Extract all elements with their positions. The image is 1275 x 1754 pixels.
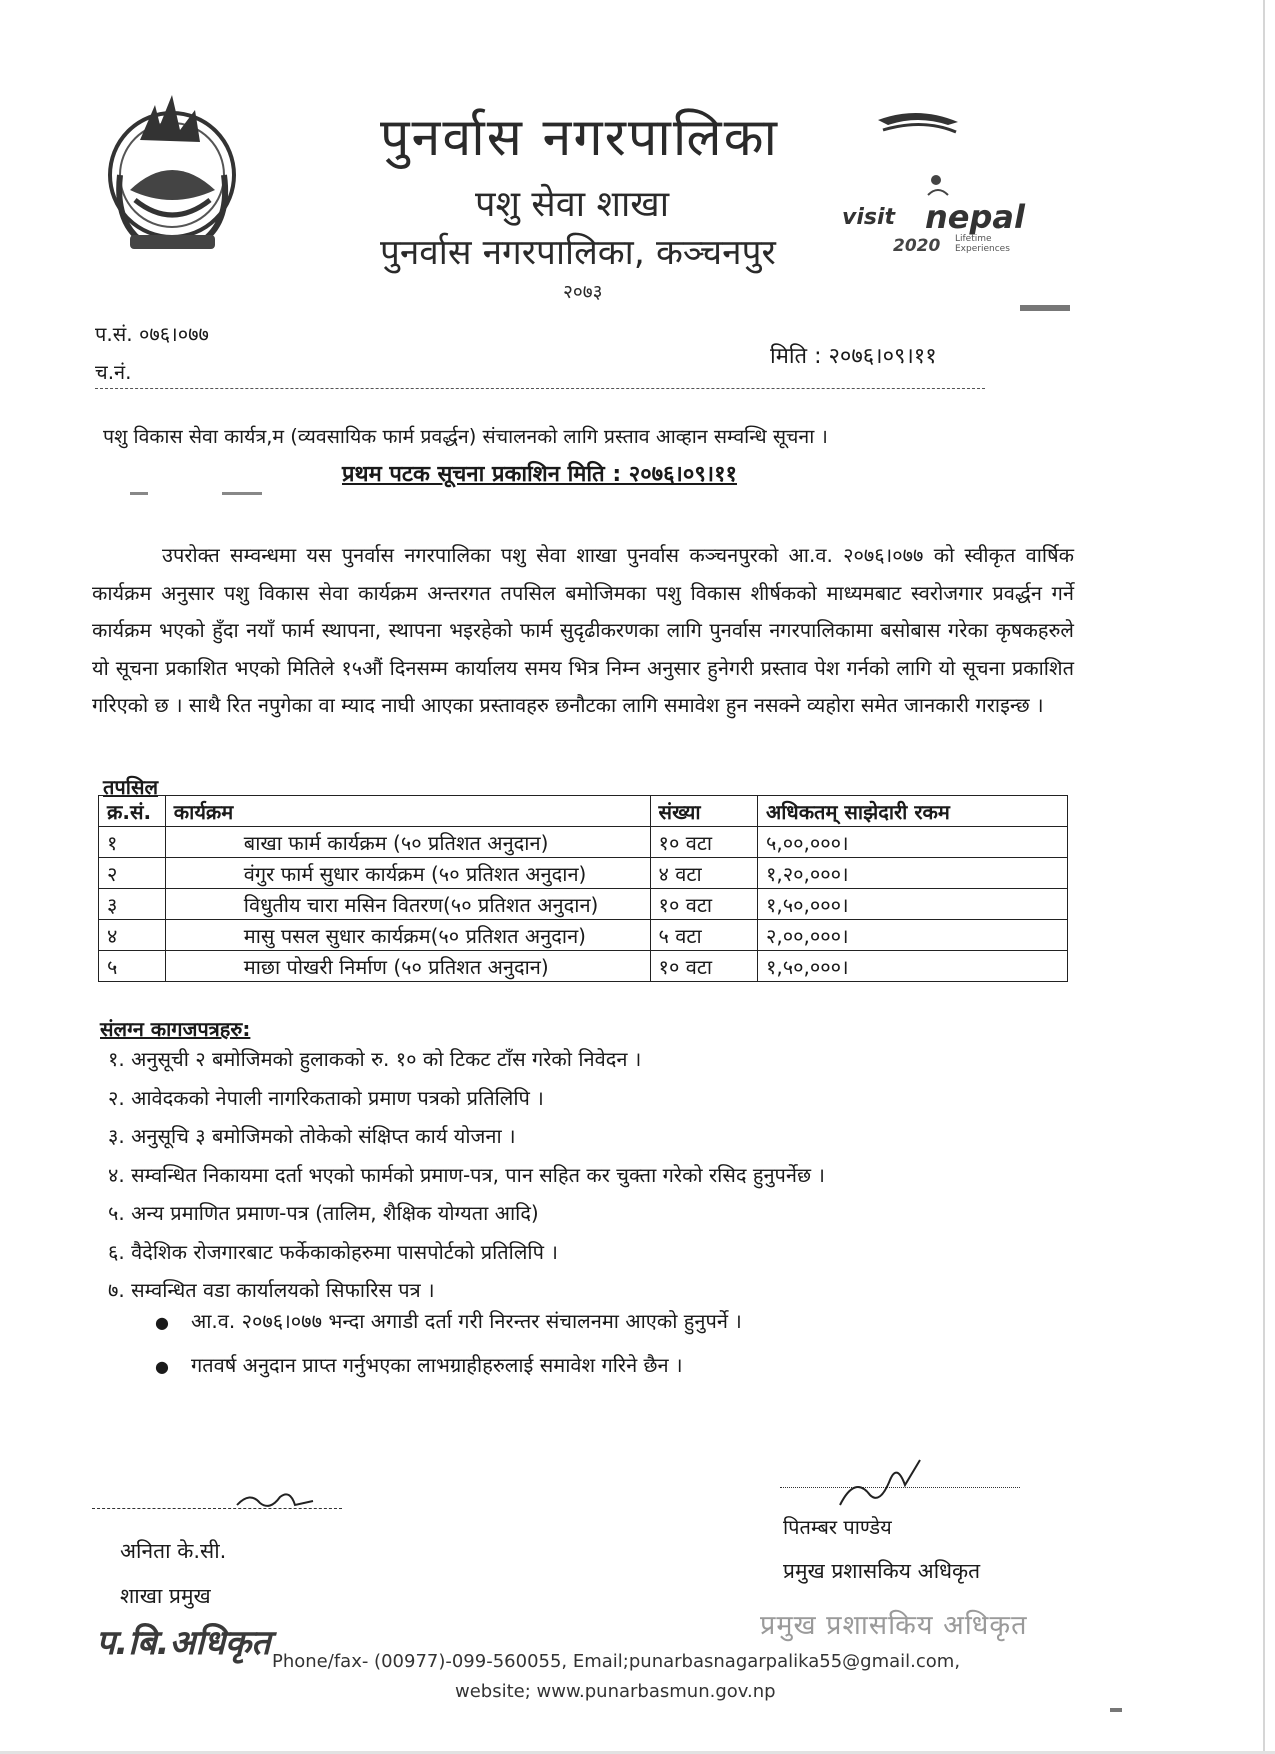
column-header: कार्यक्रम (165, 796, 650, 827)
quantity-cell: ५ वटा (650, 920, 757, 951)
notice-date: मिति : २०७६।०९।११ (770, 344, 937, 369)
signatory-name-left: अनिता के.सी. (120, 1539, 227, 1563)
program-cell: बाखा फार्म कार्यक्रम (५० प्रतिशत अनुदान) (165, 827, 650, 858)
serial-cell: ३ (99, 889, 166, 920)
amount-cell: १,५०,०००। (757, 889, 1067, 920)
column-header: संख्या (650, 796, 757, 827)
footer-contact: Phone/fax- (00977)-099-560055, Email;punarbasnagarpalika55@gmail.com, (272, 1651, 961, 1672)
header-divider (95, 388, 985, 389)
signatory-role-left: शाखा प्रमुख (120, 1584, 211, 1608)
serial-cell: २ (99, 858, 166, 889)
program-cell: मासु पसल सुधार कार्यक्रम(५० प्रतिशत अनुदान) (165, 920, 650, 951)
municipality-address: पुनर्वास नगरपालिका, कञ्चनपुर (380, 233, 776, 273)
established-year: २०७३ (563, 281, 603, 303)
nepal-emblem-icon (100, 80, 245, 255)
list-item: ● गतवर्ष अनुदान प्राप्त गर्नुभएका लाभग्राहीहरुलाई समावेश गरिने छैन । (155, 1344, 742, 1388)
table-row (99, 858, 1068, 889)
department-subtitle: पशु सेवा शाखा (475, 184, 670, 225)
publication-date-line: प्रथम पटक सूचना प्रकाशिन मिति : २०७६।०९।११ (342, 462, 737, 487)
program-cell: विधुतीय चारा मसिन वितरण(५० प्रतिशत अनुदान) (165, 889, 650, 920)
visit-nepal-year: 2020 (893, 236, 941, 256)
attachments-heading: संलग्न कागजपत्रहरु: (100, 1017, 251, 1041)
signatory-role-right: प्रमुख प्रशासकिय अधिकृत (783, 1559, 981, 1583)
conditions-list (155, 1300, 742, 1388)
table-header-row (99, 796, 1068, 827)
program-cell: माछा पोखरी निर्माण (५० प्रतिशत अनुदान) (165, 951, 650, 982)
amount-cell: १,५०,०००। (757, 951, 1067, 982)
visit-nepal-tagline: Lifetime Experiences (955, 234, 1010, 254)
scan-smudge (222, 492, 262, 495)
quantity-cell: १० वटा (650, 951, 757, 982)
amount-cell: २,००,०००। (757, 920, 1067, 951)
quantity-cell: १० वटा (650, 827, 757, 858)
program-cell: वंगुर फार्म सुधार कार्यक्रम (५० प्रतिशत अनुदान) (165, 858, 650, 889)
amount-cell: ५,००,०००। (757, 827, 1067, 858)
amount-cell: १,२०,०००। (757, 858, 1067, 889)
notice-subject: पशु विकास सेवा कार्यत्र,म (व्यवसायिक फार्म प्रवर्द्धन) संचालनको लागि प्रस्ताव आव्हान सम्वन्धि सूचना । (103, 425, 828, 448)
visit-nepal-nepal: nepal (925, 198, 1025, 236)
signature-scrawl-icon (235, 1487, 315, 1513)
dispatch-number: च.नं. (95, 360, 132, 384)
footer-website: website; www.punarbasmun.gov.np (455, 1681, 776, 1702)
notice-body-text: उपरोक्त सम्वन्धमा यस पुनर्वास नगरपालिका पशु सेवा शाखा पुनर्वास कञ्चनपुरको आ.व. २०७६।०७७ को स्वीकृत वार्षिक कार्यक्रम अनुसार पशु विकास सेवा कार्यक्रम अन्तरगत तपसिल बमोजिमका पशु विकास शीर्षकको माध्यमबाट स्वरोजगार प्रवर्द्धन गर्ने कार्यक्रम भएको हुँदा नयाँ फार्म स्थापना, स्थापना भइरहेको फार्म सुदृढीकरणका लागि पुनर्वास नगरपालिकामा बसोबास गरेका कृषकहरुले यो सूचना प्रकाशित भएको मितिले १५औं दिनसम्म कार्यालय समय भित्र निम्न अनुसार हुनेगरी प्रस्ताव पेश गर्नको लागि यो सूचना प्रकाशित गरिएको छ । साथै रित नपुगेका वा म्याद नाघी आएका प्रस्तावहरु छनौटका लागि समावेश हुन नसक्ने व्यहोरा समेत जानकारी गराइन्छ । (92, 543, 1074, 717)
list-item: ६. वैदेशिक रोजगारबाट फर्केकाकोहरुमा पासपोर्टको प्रतिलिपि । (108, 1239, 558, 1264)
table-heading: तपसिल (103, 775, 159, 799)
signature-scrawl-icon (835, 1455, 925, 1510)
list-item: ४. सम्वन्धित निकायमा दर्ता भएको फार्मको प्रमाण-पत्र, पान सहित कर चुक्ता गरेको रसिद हुनुपर्नेछ । (108, 1162, 825, 1187)
list-item: ५. अन्य प्रमाणित प्रमाण-पत्र (तालिम, शैक्षिक योग्यता आदि) (108, 1201, 539, 1225)
municipality-title: पुनर्वास नगरपालिका (380, 108, 779, 168)
table-row (99, 920, 1068, 951)
signatory-name-right: पितम्बर पाण्डेय (783, 1515, 892, 1539)
list-item: १. अनुसूची २ बमोजिमको हुलाकको रु. १० को टिकट टाँस गरेको निवेदन । (108, 1047, 642, 1071)
scan-edge (1263, 0, 1265, 1754)
list-item: ● आ.व. २०७६।०७७ भन्दा अगाडी दर्ता गरी निरन्तर संचालनमा आएको हुनुपर्ने । (155, 1300, 742, 1344)
serial-cell: ४ (99, 920, 166, 951)
list-item: ३. अनुसूचि ३ बमोजिमको तोकेको संक्षिप्त कार्य योजना । (108, 1124, 516, 1148)
reference-number: प.सं. ०७६।०७७ (95, 322, 209, 346)
quantity-cell: ४ वटा (650, 858, 757, 889)
program-table (98, 795, 1068, 982)
list-item: २. आवेदकको नेपाली नागरिकताको प्रमाण पत्रको प्रतिलिपि । (108, 1085, 544, 1110)
scan-smudge (130, 492, 148, 495)
stamp-right: प्रमुख प्रशासकिय अधिकृत (760, 1610, 1028, 1641)
quantity-cell: १० वटा (650, 889, 757, 920)
table-row (99, 827, 1068, 858)
scan-speck (1110, 1708, 1122, 1712)
serial-cell: १ (99, 827, 166, 858)
list-item: ७. सम्वन्धित वडा कार्यालयको सिफारिस पत्र । (108, 1278, 435, 1302)
table-row (99, 951, 1068, 982)
notice-body (92, 537, 1074, 725)
serial-cell: ५ (99, 951, 166, 982)
visit-nepal-visit: visit (842, 205, 896, 230)
attachments-list (108, 1040, 825, 1310)
column-header: अधिकतम् साझेदारी रकम (757, 796, 1067, 827)
scan-speck (1020, 305, 1070, 311)
column-header: क्र.सं. (99, 796, 166, 827)
stamp-left: प.बि.अधिकृत (96, 1623, 271, 1663)
table-row (99, 889, 1068, 920)
